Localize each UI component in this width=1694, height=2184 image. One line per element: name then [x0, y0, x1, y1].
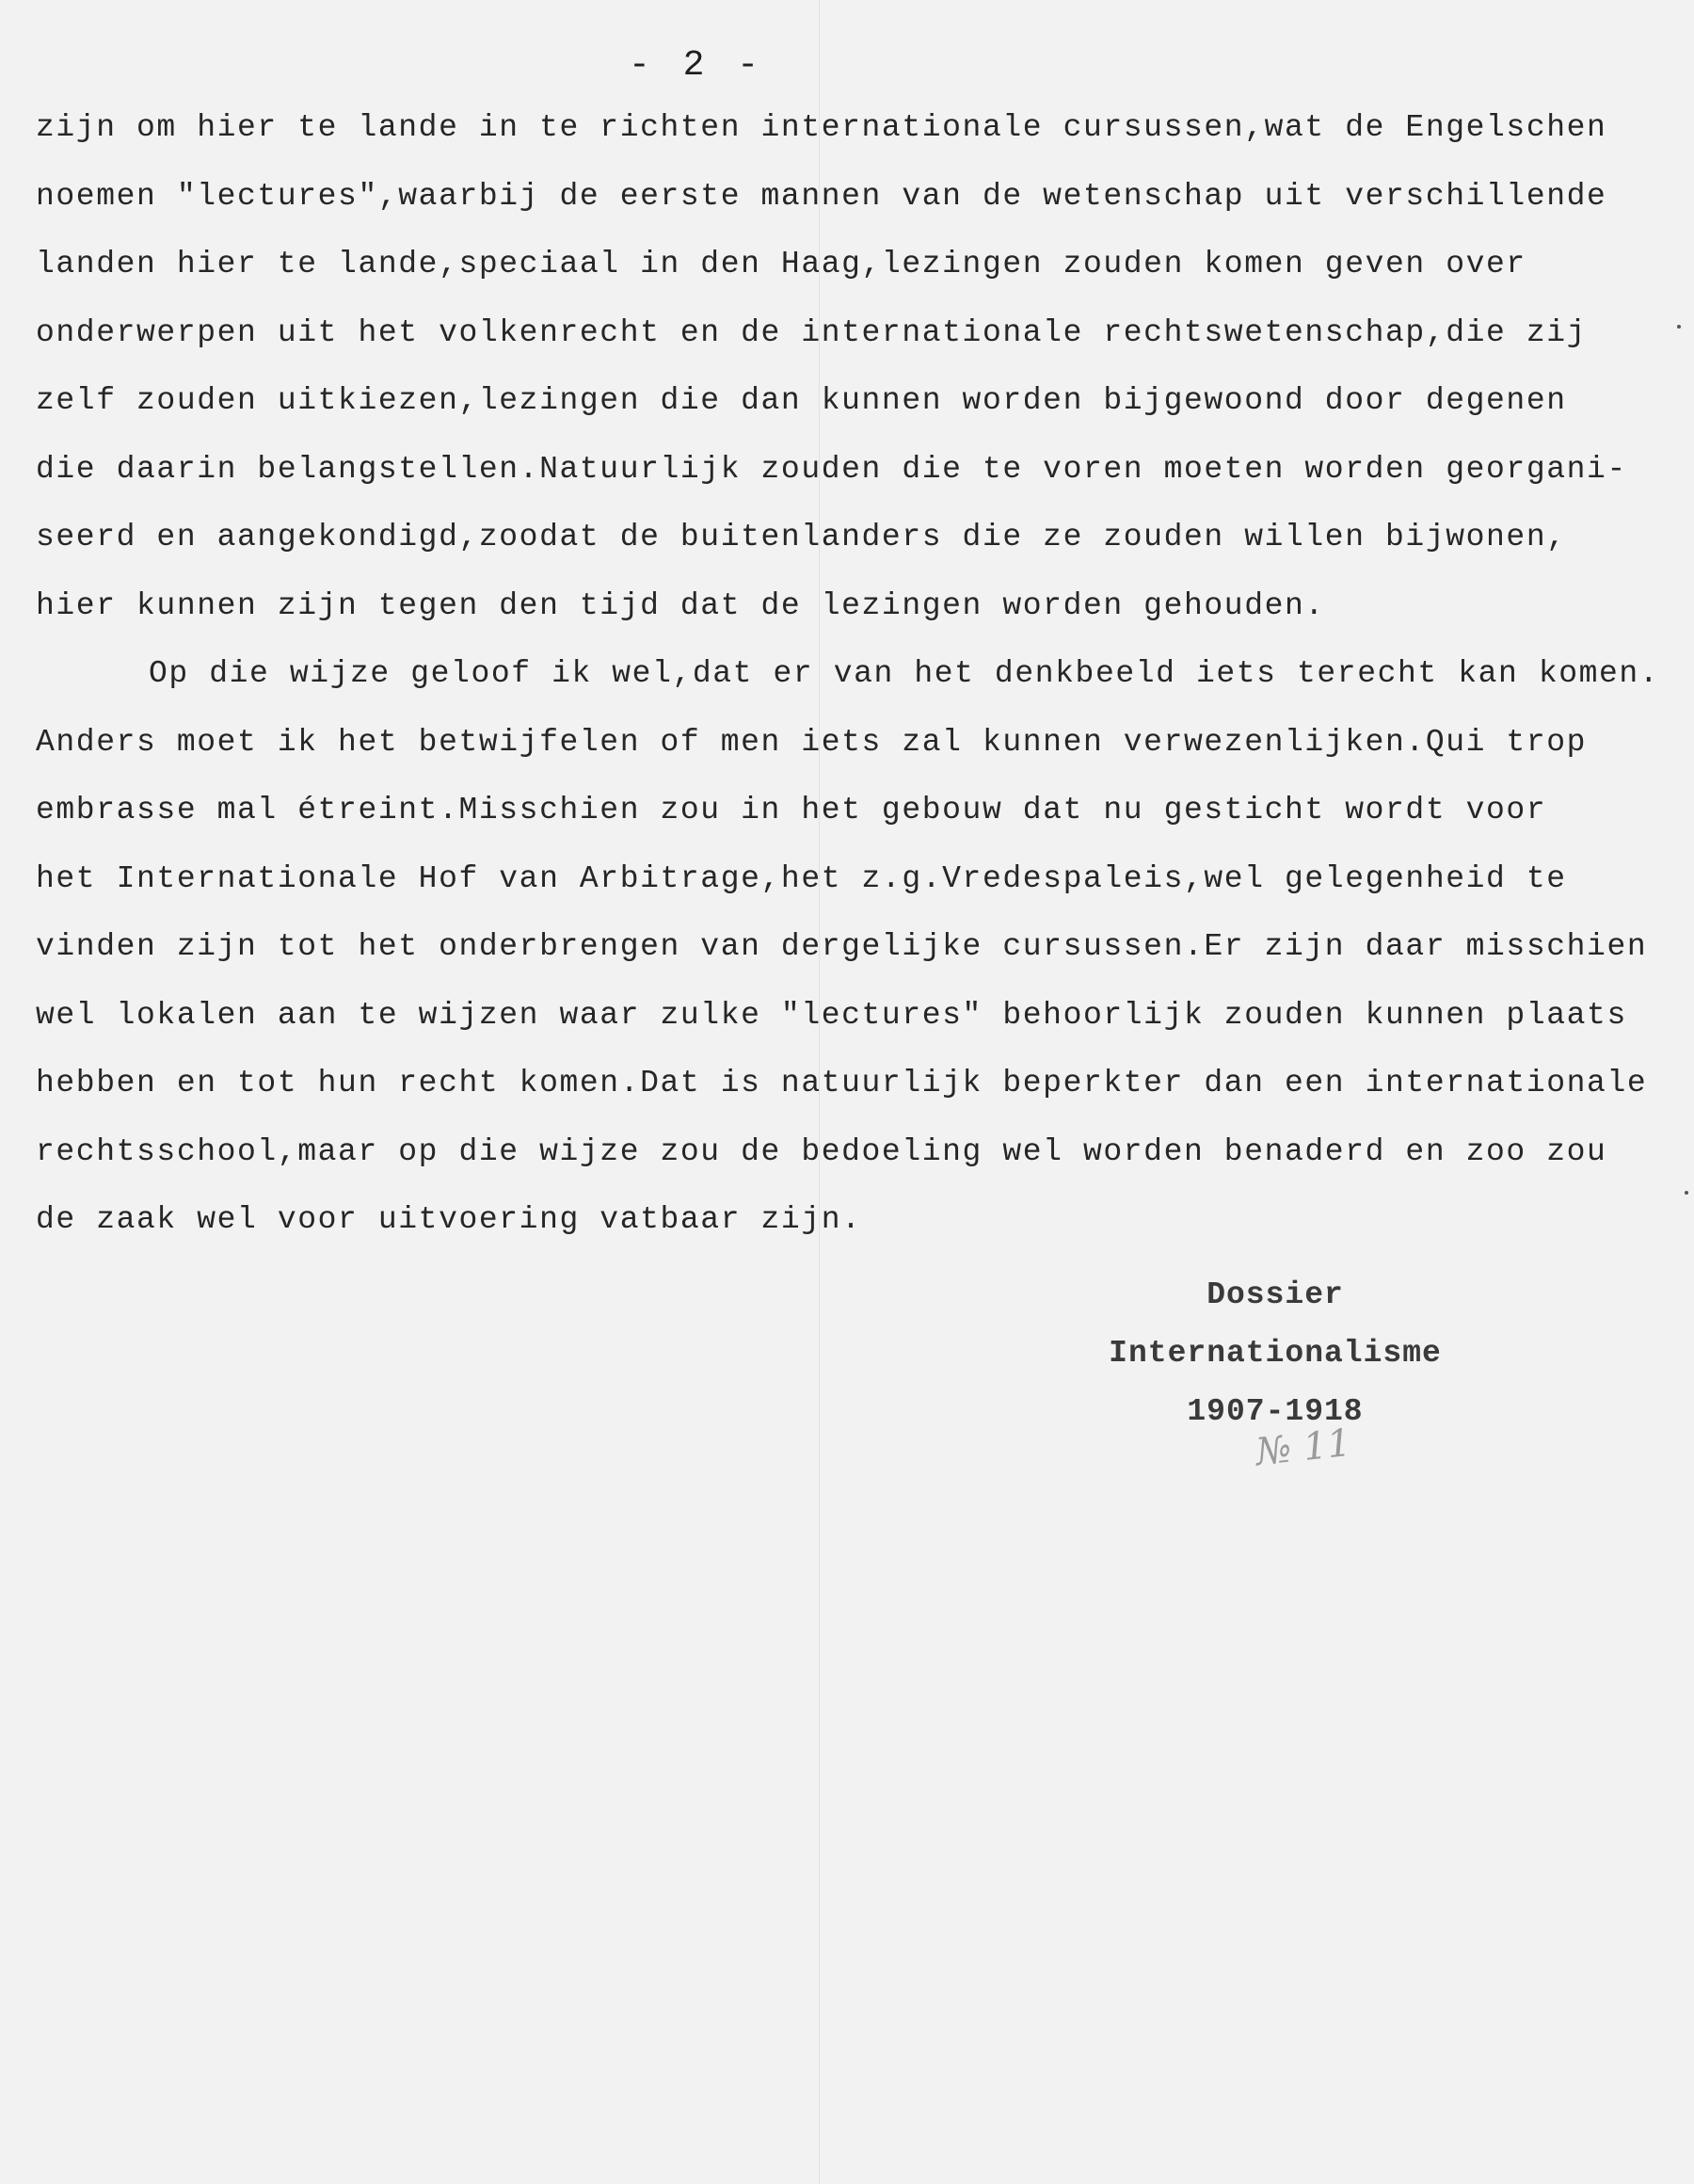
text-line: die daarin belangstellen.Natuurlijk zouden die te voren moeten worden georgani- [36, 451, 1627, 487]
text-line: hebben en tot hun recht komen.Dat is natuurlijk beperkter dan een internationale [36, 1066, 1648, 1100]
text-line: zelf zouden uitkiezen,lezingen die dan kunnen worden bijgewoond door degenen [36, 383, 1567, 418]
paper-speck [1685, 1191, 1688, 1195]
paragraph-1 [36, 94, 1664, 640]
text-line: zijn om hier te lande in te richten internationale cursussen,wat de Engelschen [36, 110, 1607, 145]
text-line: Op die wijze geloof ik wel,dat er van het denkbeeld iets terecht kan komen. [149, 656, 1660, 691]
text-line: rechtsschool,maar op die wijze zou de bedoeling wel worden benaderd en zoo zou [36, 1133, 1607, 1169]
text-line: seerd en aangekondigd,zoodat de buitenlanders die ze zouden willen bijwonen, [36, 520, 1567, 554]
stamp-subject: Internationalisme [1109, 1336, 1442, 1371]
text-line: vinden zijn tot het onderbrengen van dergelijke cursussen.Er zijn daar misschien [36, 929, 1648, 964]
stamp-title: Dossier [1207, 1277, 1344, 1312]
typed-body-text [36, 94, 1664, 1255]
text-line: embrasse mal étreint.Misschien zou in het gebouw dat nu gesticht wordt voor [36, 793, 1547, 827]
text-line: onderwerpen uit het volkenrecht en de internationale rechtswetenschap,die zij [36, 314, 1588, 350]
text-line: landen hier te lande,speciaal in den Haag,lezingen zouden komen geven over [36, 247, 1526, 281]
text-line: Anders moet ik het betwijfelen of men iets zal kunnen verwezenlijken.Qui trop [36, 724, 1588, 760]
page-number: - 2 - [628, 45, 765, 86]
text-line: hier kunnen zijn tegen den tijd dat de lezingen worden gehouden. [36, 587, 1325, 623]
text-line: wel lokalen aan te wijzen waar zulke "lectures" behoorlijk zouden kunnen plaats [36, 997, 1627, 1033]
text-line: het Internationale Hof van Arbitrage,het z.g.Vredespaleis,wel gelegenheid te [36, 860, 1567, 896]
handwritten-number: № 11 [1254, 1421, 1353, 1475]
paper-speck [1677, 325, 1681, 329]
text-line: noemen "lectures",waarbij de eerste mannen van de wetenschap uit verschillende [36, 178, 1607, 214]
stamp-years: 1907-1918 [1187, 1394, 1364, 1429]
archive-stamp [1054, 1266, 1496, 1441]
paragraph-2 [36, 640, 1664, 1255]
text-line: de zaak wel voor uitvoering vatbaar zijn. [36, 1202, 862, 1237]
